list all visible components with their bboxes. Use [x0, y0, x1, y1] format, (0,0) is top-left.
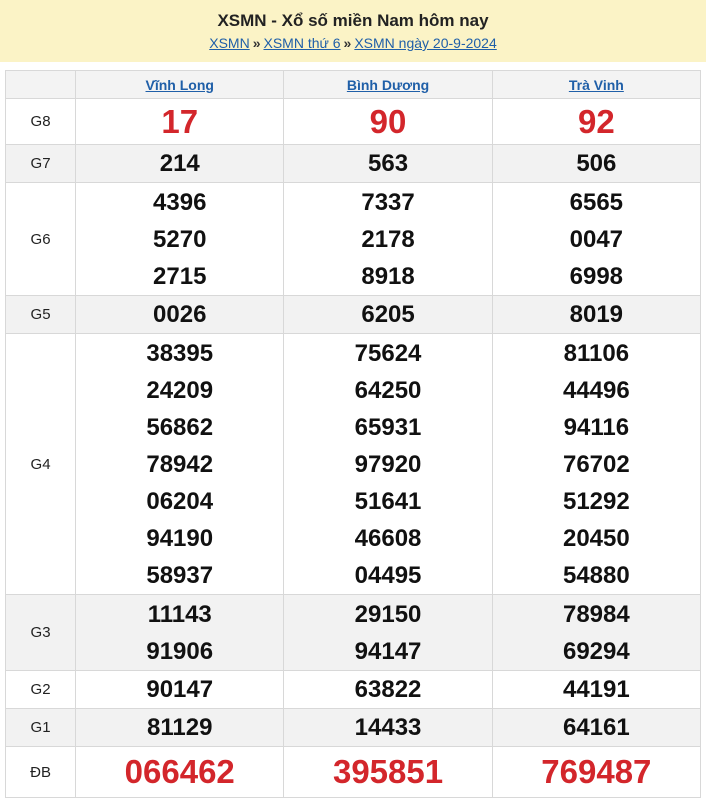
prize-number: 06204: [146, 487, 214, 515]
prize-label: G2: [6, 671, 76, 709]
province-header: [76, 71, 284, 99]
prize-row-g6: [6, 183, 701, 296]
prize-cell: [284, 709, 492, 747]
prize-number: 69294: [562, 637, 630, 665]
prize-number: 81106: [563, 339, 630, 367]
prize-number: 91906: [146, 637, 214, 665]
prize-cell: [492, 334, 700, 595]
prize-label: G3: [6, 595, 76, 671]
prize-label: G8: [6, 99, 76, 145]
prize-label: G5: [6, 296, 76, 334]
prize-cell: [76, 296, 284, 334]
province-header: [284, 71, 492, 99]
prize-cell: [492, 99, 700, 145]
prize-number: 81129: [147, 714, 213, 741]
breadcrumb: [0, 34, 706, 52]
prize-number: 44496: [562, 376, 630, 404]
prize-cell: [492, 671, 700, 709]
prize-cell: [284, 296, 492, 334]
prize-number: 14433: [354, 714, 422, 741]
prize-cell: [492, 145, 700, 183]
prize-cell: [76, 747, 284, 798]
province-header: [492, 71, 700, 99]
prize-number: 395851: [332, 753, 444, 790]
prize-number: 2178: [361, 225, 415, 253]
prize-cell: [492, 296, 700, 334]
prize-number: 20450: [562, 524, 630, 552]
prize-cell: [284, 595, 492, 671]
prize-cell: [76, 595, 284, 671]
prize-number: 24209: [146, 376, 214, 404]
prize-number: 0047: [569, 225, 624, 253]
prize-label: ĐB: [6, 747, 76, 798]
prize-number: 97920: [354, 450, 422, 478]
prize-number: 44191: [562, 676, 630, 703]
prize-cell: [492, 747, 700, 798]
prize-cell: [284, 334, 492, 595]
prize-number: 563: [368, 150, 409, 177]
prize-number: 5270: [153, 225, 207, 253]
prize-number: 38395: [146, 339, 214, 367]
prize-cell: [76, 183, 284, 296]
prize-number: 11143: [147, 600, 212, 628]
prize-number: 29150: [354, 600, 422, 628]
prize-label: G7: [6, 145, 76, 183]
prize-number: 94147: [354, 637, 422, 665]
breadcrumb-link-xsmn-date[interactable]: XSMN ngày 20-9-2024: [354, 35, 497, 51]
prize-number: 64161: [562, 714, 630, 741]
breadcrumb-separator: »: [252, 35, 261, 51]
results-table: [5, 70, 701, 798]
prize-row-g2: [6, 671, 701, 709]
prize-number: 8918: [361, 262, 415, 290]
province-link-binh-duong[interactable]: Bình Dương: [346, 76, 430, 93]
prize-number: 4396: [153, 188, 207, 216]
prize-cell: [76, 99, 284, 145]
prize-number: 2715: [153, 262, 207, 290]
prize-row-g1: [6, 709, 701, 747]
prize-row-g8: [6, 99, 701, 145]
prize-number: 78984: [562, 600, 630, 628]
breadcrumb-link-xsmn[interactable]: XSMN: [209, 35, 250, 51]
prize-number: 51641: [354, 487, 422, 515]
prize-label: G4: [6, 334, 76, 595]
prize-cell: [76, 145, 284, 183]
prize-number: 76702: [562, 450, 630, 478]
prize-cell: [284, 99, 492, 145]
prize-cell: [492, 595, 700, 671]
header-corner-cell: [6, 71, 76, 99]
prize-number: 8019: [569, 301, 624, 328]
page-header: [0, 0, 706, 62]
prize-number: 94190: [146, 524, 214, 552]
prize-number: 90: [369, 102, 407, 140]
prize-number: 65931: [354, 413, 422, 441]
prize-cell: [76, 709, 284, 747]
prize-number: 56862: [146, 413, 214, 441]
prize-number: 6565: [569, 188, 624, 216]
prize-cell: [284, 145, 492, 183]
page-title: XSMN - Xổ số miền Nam hôm nay: [217, 11, 489, 30]
prize-cell: [284, 747, 492, 798]
prize-cell: [76, 334, 284, 595]
prize-number: 066462: [124, 753, 235, 790]
prize-cell: [76, 671, 284, 709]
prize-number: 6998: [569, 262, 624, 290]
prize-number: 04495: [354, 561, 422, 589]
prize-number: 94116: [563, 413, 630, 441]
prize-number: 6205: [361, 301, 415, 328]
prize-cell: [284, 671, 492, 709]
prize-number: 64250: [354, 376, 422, 404]
prize-number: 46608: [354, 524, 422, 552]
province-header-row: [6, 71, 701, 99]
prize-number: 17: [161, 102, 199, 140]
prize-number: 75624: [354, 339, 422, 367]
prize-number: 7337: [361, 188, 415, 216]
prize-row-db: [6, 747, 701, 798]
prize-number: 58937: [146, 561, 214, 589]
prize-number: 54880: [562, 561, 630, 589]
prize-number: 92: [577, 102, 615, 140]
prize-cell: [284, 183, 492, 296]
prize-row-g7: [6, 145, 701, 183]
prize-cell: [492, 183, 700, 296]
province-link-tra-vinh[interactable]: Trà Vinh: [568, 76, 624, 93]
prize-number: 78942: [146, 450, 214, 478]
prize-number: 63822: [354, 676, 422, 703]
prize-number: 214: [159, 150, 200, 177]
prize-number: 0026: [153, 301, 207, 328]
prize-row-g5: [6, 296, 701, 334]
prize-cell: [492, 709, 700, 747]
breadcrumb-link-xsmn-thu-6[interactable]: XSMN thứ 6: [263, 35, 341, 51]
prize-label: G6: [6, 183, 76, 296]
prize-row-g4: [6, 334, 701, 595]
prize-number: 51292: [562, 487, 630, 515]
province-link-vinh-long[interactable]: Vĩnh Long: [145, 76, 214, 93]
prize-number: 90147: [146, 676, 214, 703]
prize-row-g3: [6, 595, 701, 671]
breadcrumb-separator: »: [343, 35, 352, 51]
prize-number: 506: [576, 150, 617, 177]
prize-number: 769487: [541, 753, 652, 790]
prize-label: G1: [6, 709, 76, 747]
